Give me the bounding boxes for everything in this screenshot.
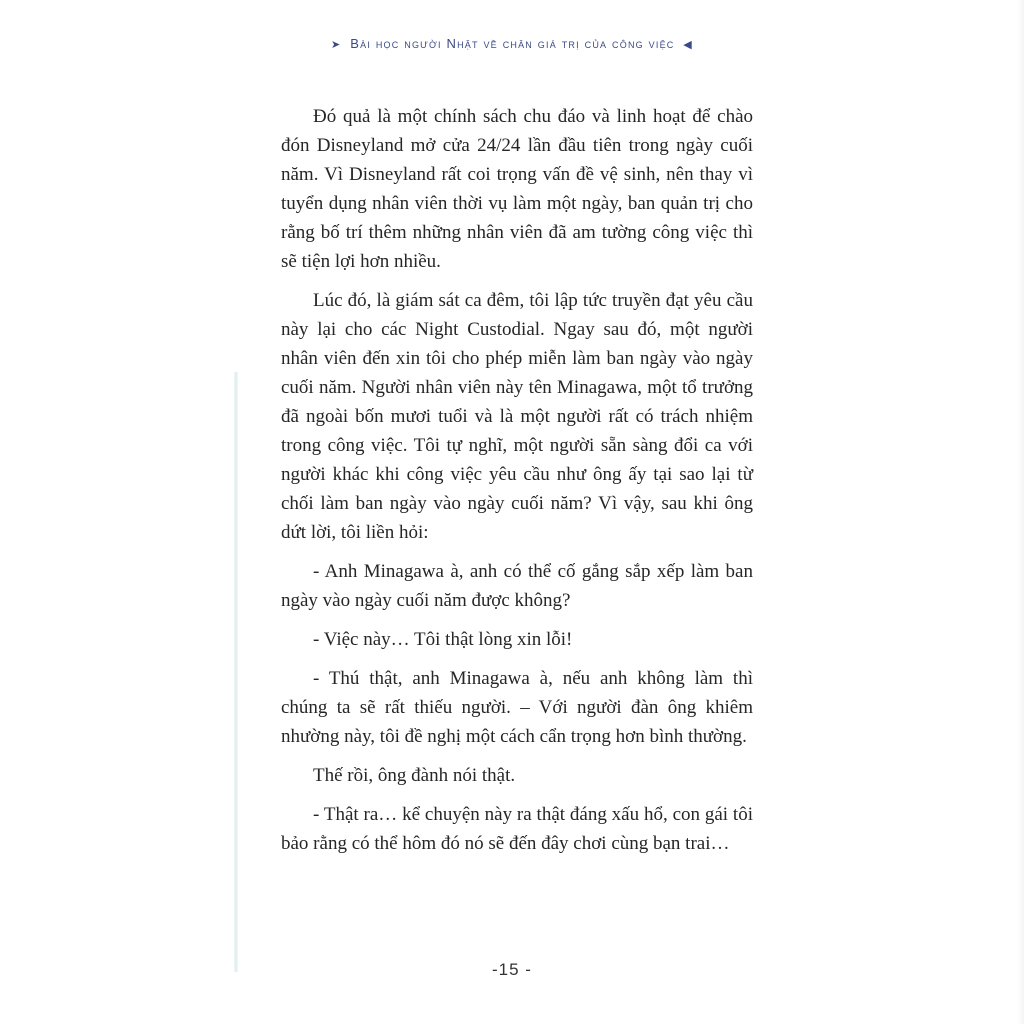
dialogue-line: - Thật ra… kể chuyện này ra thật đáng xấu hổ, con gái tôi bảo rằng có thể hôm đó nó sẽ đến đây chơi cùng bạn trai… bbox=[281, 804, 753, 854]
dialogue-line: - Việc này… Tôi thật lòng xin lỗi! bbox=[313, 629, 573, 650]
paragraph: Đó quả là một chính sách chu đáo và linh hoạt để chào đón Disneyland mở cửa 24/24 lần đầu tiên trong ngày cuối năm. Vì Disneyland rất coi trọng vấn đề vệ sinh, nên thay vì tuyển dụng nhân viên thời vụ làm một ngày, ban quản trị cho rằng bố trí thêm những nhân viên đã am tường công việc thì sẽ tiện lợi hơn nhiều. bbox=[281, 106, 753, 272]
header-right-arrow-icon: ➤ bbox=[331, 39, 342, 51]
page-right-edge bbox=[1018, 0, 1024, 1024]
page-number: -15 - bbox=[492, 960, 532, 979]
paragraph: Lúc đó, là giám sát ca đêm, tôi lập tức truyền đạt yêu cầu này lại cho các Night Custodial. Ngay sau đó, một người nhân viên đến xin tôi cho phép miễn làm ban ngày vào ngày cuối năm. Người nhân viên này tên Minagawa, một tổ trưởng đã ngoài bốn mươi tuổi và là một người rất có trách nhiệm trong công việc. Tôi tự nghĩ, một người sẵn sàng đổi ca với người khác khi công việc yêu cầu như ông ấy tại sao lại từ chối làm ban ngày vào ngày cuối năm? Vì vậy, sau khi ông dứt lời, tôi liền hỏi: bbox=[281, 290, 753, 543]
body-text bbox=[281, 102, 753, 868]
paragraph: Thế rồi, ông đành nói thật. bbox=[313, 765, 516, 786]
dialogue-line: - Anh Minagawa à, anh có thể cố gắng sắp xếp làm ban ngày vào ngày cuối năm được không? bbox=[281, 561, 753, 611]
header-left-arrow-icon: ◀ bbox=[683, 39, 693, 51]
running-header bbox=[0, 36, 1024, 51]
dialogue-line: - Thú thật, anh Minagawa à, nếu anh không làm thì chúng ta sẽ rất thiếu người. – Với người đàn ông khiêm nhường này, tôi đề nghị một cách cẩn trọng hơn bình thường. bbox=[281, 668, 753, 747]
header-title: Bài học người Nhật về chân giá trị của công việc bbox=[350, 36, 675, 51]
page-edge-shadow bbox=[234, 372, 238, 972]
